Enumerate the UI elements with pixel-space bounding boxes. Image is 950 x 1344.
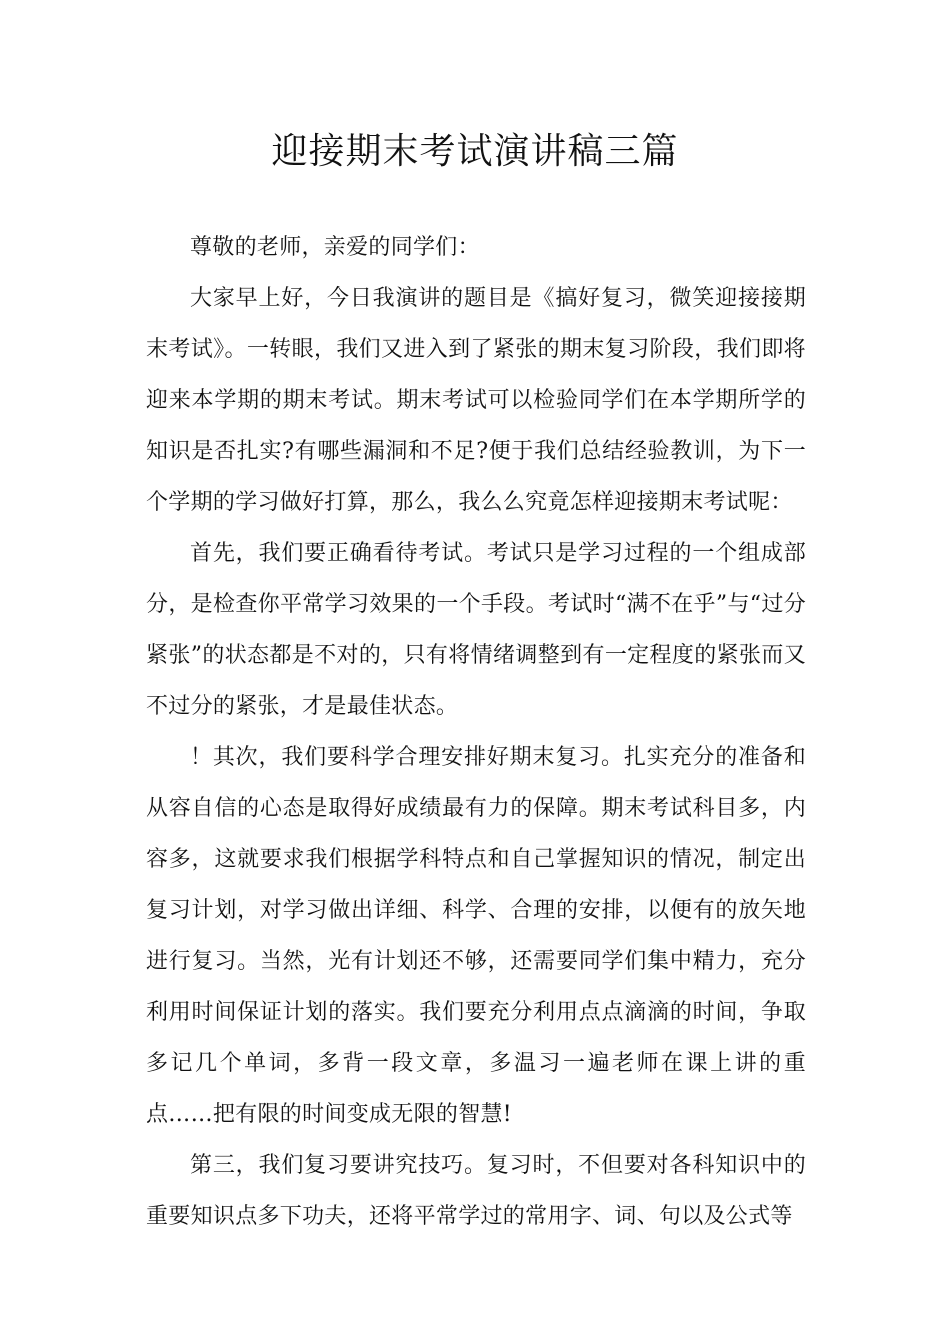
paragraph-greeting: 尊敬的老师，亲爱的同学们： xyxy=(190,235,480,260)
paragraph-intro: 大家早上好，今日我演讲的题目是《搞好复习，微笑迎接接期末考试》。一转眼，我们又进入到了紧张的期末复习阶段，我们即将迎来本学期的期末考试。期末考试可以检验同学们在本学期所学的知识是否扎实?有哪些漏洞和不足?便于我们总结经验教训，为下一个学期的学习做好打算，那么，我么么究竟怎样迎接期末考试呢： xyxy=(146,286,806,515)
document-body xyxy=(146,222,806,1242)
paragraph-third-point: 第三，我们复习要讲究技巧。复习时，不但要对各科知识中的重要知识点多下功夫，还将平常学过的常用字、词、句以及公式等 xyxy=(146,1153,806,1229)
paragraph-second-point: ！其次，我们要科学合理安排好期末复习。扎实充分的准备和从容自信的心态是取得好成绩最有力的保障。期末考试科目多，内容多，这就要求我们根据学科特点和自己掌握知识的情况，制定出复习计划，对学习做出详细、科学、合理的安排，以便有的放矢地进行复习。当然，光有计划还不够，还需要同学们集中精力，充分利用时间保证计划的落实。我们要充分利用点点滴滴的时间，争取多记几个单词，多背一段文章，多温习一遍老师在课上讲的重点……把有限的时间变成无限的智慧! xyxy=(146,745,806,1127)
paragraph-first-point: 首先，我们要正确看待考试。考试只是学习过程的一个组成部分，是检查你平常学习效果的一个手段。考试时“满不在乎”与“过分紧张”的状态都是不对的，只有将情绪调整到有一定程度的紧张而又不过分的紧张，才是最佳状态。 xyxy=(146,541,806,719)
document-title: 迎接期末考试演讲稿三篇 xyxy=(271,131,679,172)
